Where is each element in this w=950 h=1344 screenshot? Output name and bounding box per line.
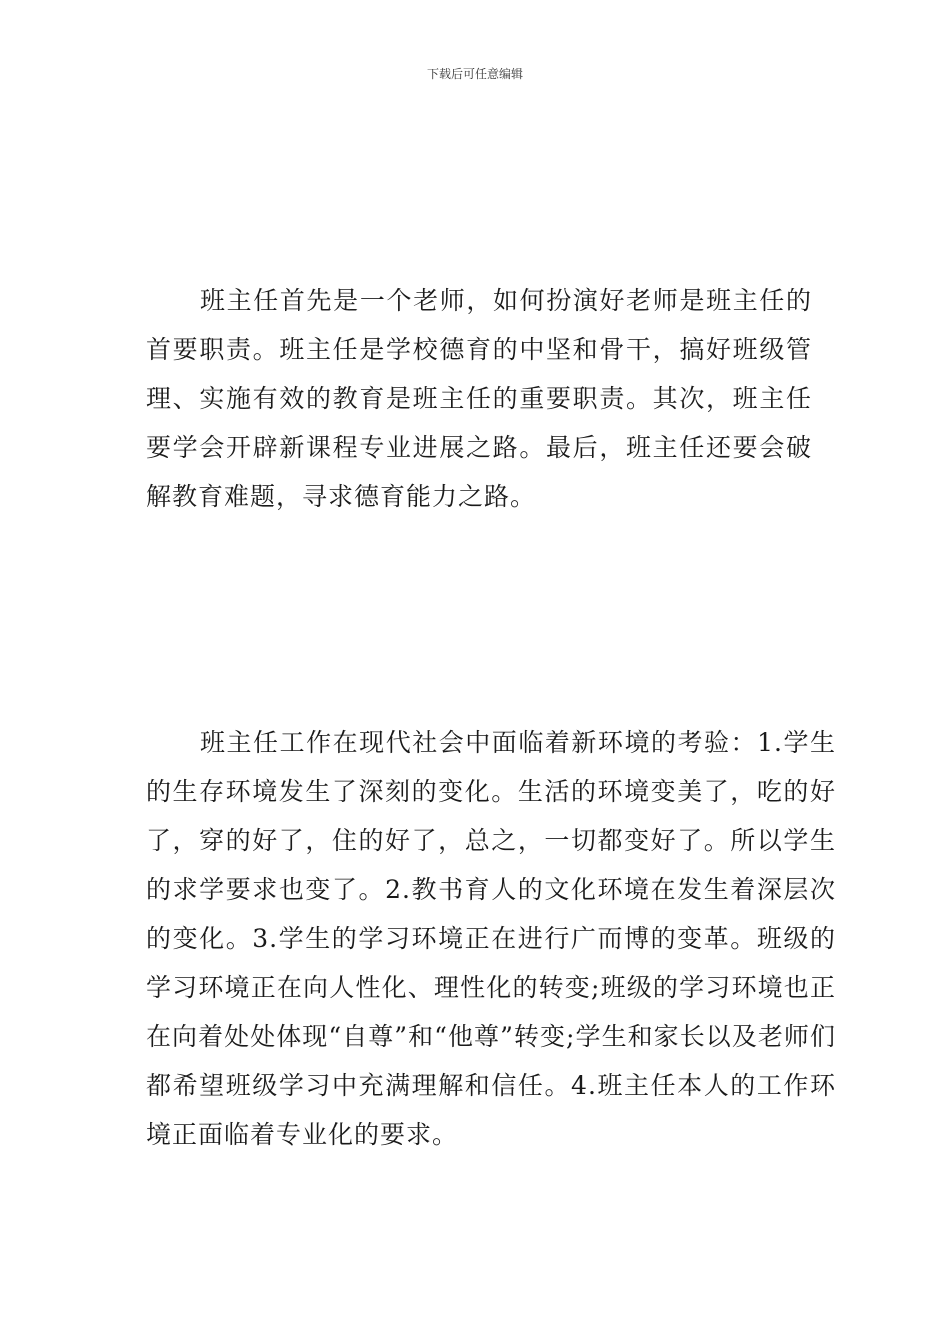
body-paragraph: 班主任首先是一个老师，如何扮演好老师是班主任的首要职责。班主任是学校德育的中坚和骨干，搞好班级管理、实施有效的教育是班主任的重要职责。其次，班主任要学会开辟新课程专业进展之路。最后，班主任还要会破解教育难题，寻求德育能力之路。 (146, 286, 812, 511)
header-note: 下载后可任意编辑 (426, 67, 523, 81)
body-paragraph: 班主任工作在现代社会中面临着新环境的考验：1.学生的生存环境发生了深刻的变化。生活的环境变美了，吃的好了，穿的好了，住的好了，总之，一切都变好了。所以学生的求学要求也变了。2.教书育人的文化环境在发生着深层次的变化。3.学生的学习环境正在进行广而博的变革。班级的学习环境正在向人性化、理性化的转变;班级的学习环境也正在向着处处体现“自尊”和“他尊”转变;学生和家长以及老师们都希望班级学习中充满理解和信任。4.班主任本人的工作环境正面临着专业化的要求。 (146, 728, 836, 1149)
